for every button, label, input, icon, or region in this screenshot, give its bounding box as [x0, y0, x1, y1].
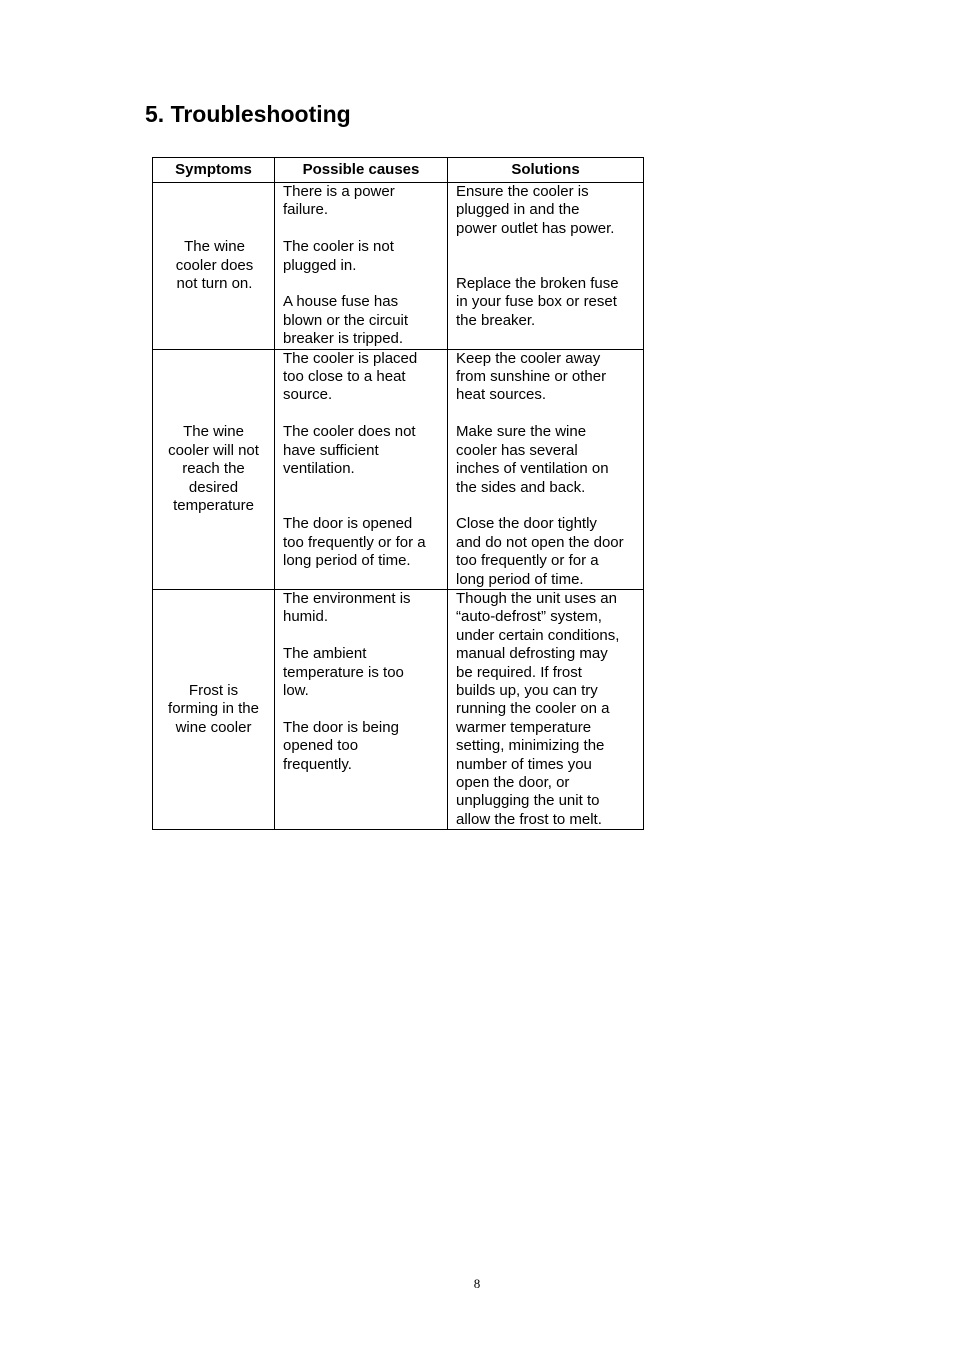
cell-text-line: builds up, you can try: [456, 681, 598, 699]
cell-text-line: too close to a heat: [283, 368, 406, 386]
cell-text-line: from sunshine or other: [456, 368, 607, 386]
cell-text-line: A house fuse has: [283, 293, 399, 311]
cell-text-line: have sufficient: [283, 441, 379, 459]
symptom-cell: [153, 183, 275, 350]
solutions-cell: [448, 589, 644, 829]
cell-text-line: [456, 497, 639, 515]
cell-text-line: allow the frost to melt.: [456, 810, 602, 828]
cell-text-line: long period of time.: [283, 552, 411, 570]
cell-text-line: [283, 220, 441, 238]
cell-text-line: warmer temperature: [456, 718, 592, 736]
cell-text-line: manual defrosting may: [456, 645, 608, 663]
cell-text-line: Keep the cooler away: [456, 349, 601, 367]
page-number: 8: [473, 1276, 481, 1291]
cell-text-line: [283, 479, 441, 497]
cell-text-line: The wine: [183, 423, 244, 441]
cell-text-line: The cooler is placed: [283, 349, 418, 367]
cell-text-line: unplugging the unit to: [456, 792, 600, 810]
cell-text-line: Replace the broken fuse: [456, 275, 619, 293]
table-row: [153, 183, 644, 350]
cell-text-line: too frequently or for a: [456, 552, 599, 570]
cell-text-line: not turn on.: [176, 275, 253, 293]
cell-text-line: Make sure the wine: [456, 423, 587, 441]
cell-text-line: The door is being: [283, 718, 399, 736]
cell-text-line: The environment is: [283, 589, 411, 607]
cell-text-line: running the cooler on a: [456, 700, 610, 718]
cell-text-line: The ambient: [283, 645, 367, 663]
cell-text-line: [456, 405, 639, 423]
cell-text-line: plugged in.: [283, 256, 357, 274]
header-symptoms: Symptoms: [153, 158, 275, 183]
cell-text-line: plugged in and the: [456, 201, 580, 219]
cell-text-line: Close the door tightly: [456, 515, 597, 533]
cell-text-line: under certain conditions,: [456, 626, 620, 644]
cell-text-line: [456, 257, 639, 275]
table-row: [153, 589, 644, 829]
cell-text-line: forming in the: [168, 700, 259, 718]
cell-text-line: desired: [188, 478, 239, 496]
cell-text-line: low.: [283, 681, 309, 699]
causes-cell: [275, 349, 448, 589]
cell-text-line: humid.: [283, 608, 329, 626]
cell-text-line: the breaker.: [456, 311, 536, 329]
cell-text-line: reach the: [182, 460, 245, 478]
symptom-cell: [153, 349, 275, 589]
cell-text-line: be required. If frost: [456, 663, 582, 681]
cell-text-line: too frequently or for a: [283, 533, 426, 551]
cell-text-line: cooler does: [175, 256, 254, 274]
cell-text-line: inches of ventilation on: [456, 460, 609, 478]
cell-text-line: cooler will not: [168, 441, 259, 459]
table-row: [153, 349, 644, 589]
causes-cell: [275, 183, 448, 350]
header-solutions: Solutions: [448, 158, 644, 183]
cell-text-line: There is a power: [283, 183, 395, 200]
cell-text-line: and do not open the door: [456, 533, 624, 551]
cell-text-line: wine cooler: [175, 718, 252, 736]
cell-text-line: Though the unit uses an: [456, 589, 617, 607]
cell-text-line: [283, 627, 441, 645]
table-header-row: [153, 158, 644, 183]
cell-text-line: number of times you: [456, 755, 592, 773]
solutions-cell: [448, 183, 644, 350]
cell-text-line: “auto-defrost” system,: [456, 608, 602, 626]
cell-text-line: temperature is too: [283, 663, 404, 681]
cell-text-line: cooler has several: [456, 441, 578, 459]
symptom-cell: [153, 589, 275, 829]
cell-text-line: temperature: [173, 496, 254, 514]
cell-text-line: The cooler does not: [283, 423, 416, 441]
cell-text-line: [283, 275, 441, 293]
section-title: 5. Troubleshooting: [145, 101, 351, 127]
cell-text-line: Ensure the cooler is: [456, 183, 589, 200]
causes-cell: [275, 589, 448, 829]
cell-text-line: [283, 497, 441, 515]
cell-text-line: Frost is: [188, 681, 239, 699]
cell-text-line: the sides and back.: [456, 478, 586, 496]
cell-text-line: setting, minimizing the: [456, 737, 605, 755]
cell-text-line: opened too: [283, 737, 359, 755]
cell-text-line: [456, 238, 639, 256]
cell-text-line: in your fuse box or reset: [456, 293, 617, 311]
cell-text-line: failure.: [283, 201, 329, 219]
cell-text-line: source.: [283, 386, 333, 404]
header-possible-causes: Possible causes: [275, 158, 448, 183]
cell-text-line: [283, 405, 441, 423]
cell-text-line: The door is opened: [283, 515, 413, 533]
cell-text-line: [283, 700, 441, 718]
cell-text-line: frequently.: [283, 755, 352, 773]
solutions-cell: [448, 349, 644, 589]
cell-text-line: The wine: [184, 238, 245, 256]
cell-text-line: power outlet has power.: [456, 219, 615, 237]
cell-text-line: blown or the circuit: [283, 311, 409, 329]
cell-text-line: open the door, or: [456, 774, 570, 791]
cell-text-line: The cooler is not: [283, 238, 394, 256]
cell-text-line: heat sources.: [456, 386, 547, 404]
troubleshooting-table: [152, 157, 644, 830]
cell-text-line: ventilation.: [283, 460, 355, 478]
cell-text-line: long period of time.: [456, 570, 584, 588]
cell-text-line: breaker is tripped.: [283, 330, 404, 348]
